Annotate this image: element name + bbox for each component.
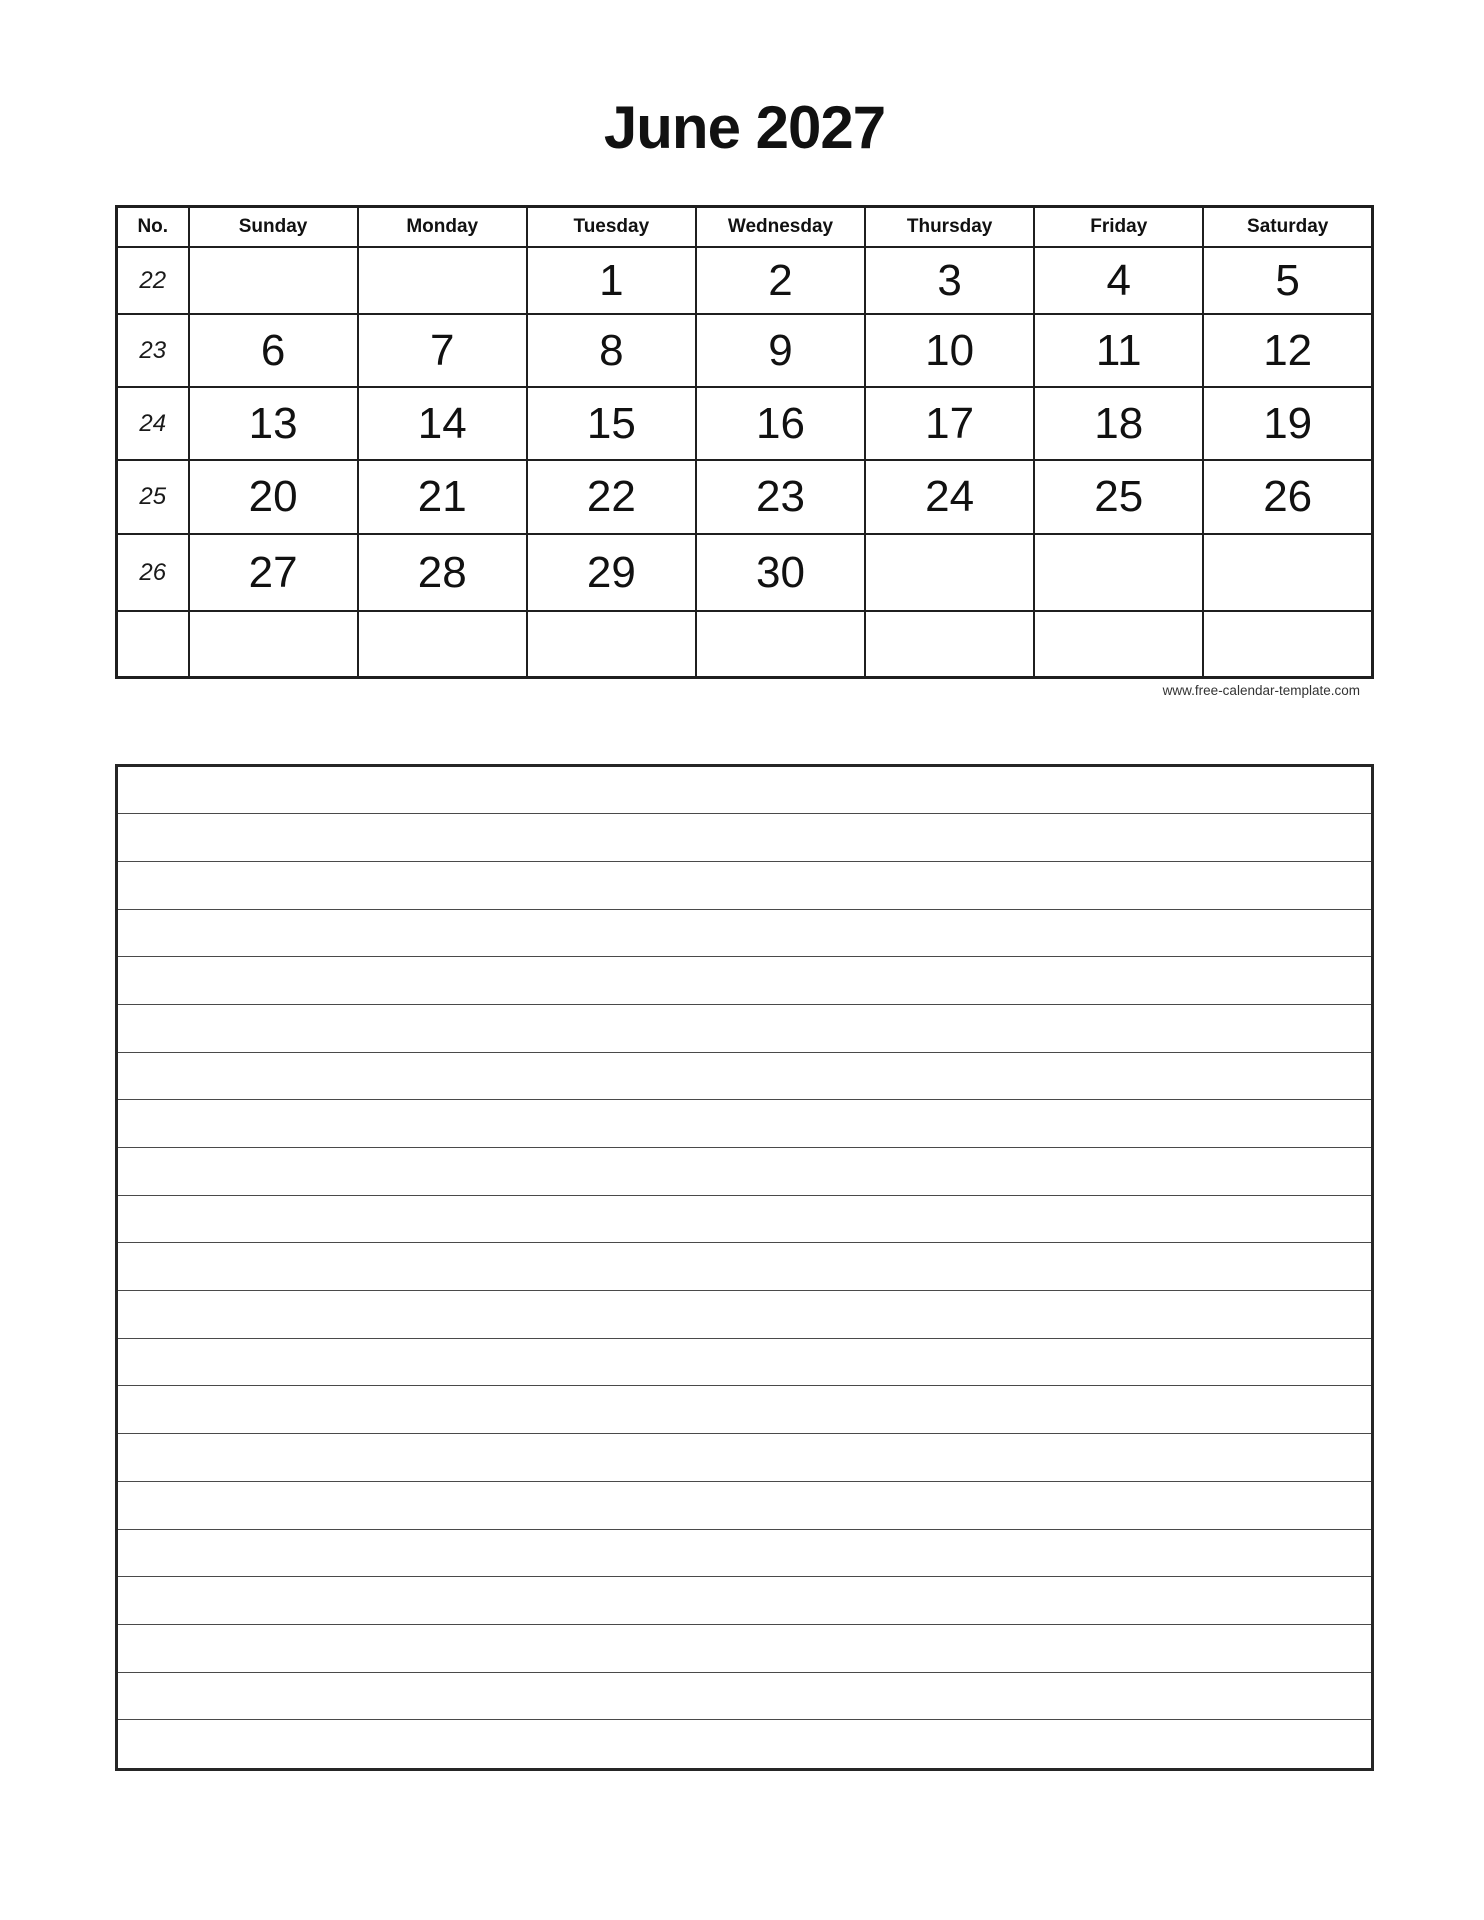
day-cell: 19 bbox=[1203, 387, 1372, 460]
day-cell bbox=[1034, 611, 1203, 677]
calendar-week-row bbox=[117, 247, 1373, 314]
day-cell bbox=[865, 611, 1034, 677]
day-cell: 12 bbox=[1203, 314, 1372, 387]
note-line bbox=[118, 1291, 1371, 1339]
page-content bbox=[115, 0, 1374, 1771]
calendar-week-row bbox=[117, 314, 1373, 387]
note-line bbox=[118, 957, 1371, 1005]
day-cell: 9 bbox=[696, 314, 865, 387]
note-line bbox=[118, 1673, 1371, 1721]
day-cell bbox=[1203, 611, 1372, 677]
day-cell: 17 bbox=[865, 387, 1034, 460]
col-header-tuesday: Tuesday bbox=[527, 207, 696, 248]
note-line bbox=[118, 1530, 1371, 1578]
note-line bbox=[118, 1243, 1371, 1291]
calendar-table bbox=[115, 205, 1374, 679]
note-line bbox=[118, 1482, 1371, 1530]
week-number: 22 bbox=[117, 247, 189, 314]
note-line bbox=[118, 1100, 1371, 1148]
day-cell: 20 bbox=[189, 460, 358, 534]
note-line bbox=[118, 1339, 1371, 1387]
col-header-saturday: Saturday bbox=[1203, 207, 1372, 248]
day-cell: 6 bbox=[189, 314, 358, 387]
day-cell: 26 bbox=[1203, 460, 1372, 534]
calendar-empty-row bbox=[117, 611, 1373, 677]
day-cell: 7 bbox=[358, 314, 527, 387]
note-line bbox=[118, 1577, 1371, 1625]
day-cell: 16 bbox=[696, 387, 865, 460]
col-header-monday: Monday bbox=[358, 207, 527, 248]
day-cell: 23 bbox=[696, 460, 865, 534]
note-line bbox=[118, 910, 1371, 958]
day-cell: 8 bbox=[527, 314, 696, 387]
calendar-week-row bbox=[117, 460, 1373, 534]
note-line bbox=[118, 1720, 1371, 1768]
day-cell: 28 bbox=[358, 534, 527, 611]
week-number: 26 bbox=[117, 534, 189, 611]
note-line bbox=[118, 1386, 1371, 1434]
day-cell: 14 bbox=[358, 387, 527, 460]
day-cell: 30 bbox=[696, 534, 865, 611]
note-line bbox=[118, 1196, 1371, 1244]
notes-area bbox=[115, 764, 1374, 1771]
col-header-wednesday: Wednesday bbox=[696, 207, 865, 248]
day-cell: 18 bbox=[1034, 387, 1203, 460]
note-line bbox=[118, 767, 1371, 815]
day-cell: 5 bbox=[1203, 247, 1372, 314]
note-line bbox=[118, 1625, 1371, 1673]
watermark-url: www.free-calendar-template.com bbox=[1162, 682, 1360, 698]
note-line bbox=[118, 1148, 1371, 1196]
note-line bbox=[118, 862, 1371, 910]
calendar-header-row bbox=[117, 207, 1373, 248]
col-header-friday: Friday bbox=[1034, 207, 1203, 248]
day-cell bbox=[696, 611, 865, 677]
note-line bbox=[118, 1434, 1371, 1482]
day-cell: 27 bbox=[189, 534, 358, 611]
week-number: 24 bbox=[117, 387, 189, 460]
note-line bbox=[118, 814, 1371, 862]
day-cell: 29 bbox=[527, 534, 696, 611]
calendar-week-row bbox=[117, 534, 1373, 611]
note-line bbox=[118, 1005, 1371, 1053]
day-cell bbox=[527, 611, 696, 677]
day-cell bbox=[189, 611, 358, 677]
day-cell bbox=[358, 247, 527, 314]
day-cell: 22 bbox=[527, 460, 696, 534]
day-cell: 11 bbox=[1034, 314, 1203, 387]
col-header-thursday: Thursday bbox=[865, 207, 1034, 248]
day-cell: 25 bbox=[1034, 460, 1203, 534]
day-cell: 3 bbox=[865, 247, 1034, 314]
day-cell: 4 bbox=[1034, 247, 1203, 314]
day-cell bbox=[189, 247, 358, 314]
calendar-week-row bbox=[117, 387, 1373, 460]
day-cell: 15 bbox=[527, 387, 696, 460]
week-number: 25 bbox=[117, 460, 189, 534]
day-cell: 13 bbox=[189, 387, 358, 460]
day-cell: 21 bbox=[358, 460, 527, 534]
col-header-sunday: Sunday bbox=[189, 207, 358, 248]
day-cell bbox=[1034, 534, 1203, 611]
day-cell bbox=[358, 611, 527, 677]
day-cell: 24 bbox=[865, 460, 1034, 534]
day-cell: 10 bbox=[865, 314, 1034, 387]
day-cell bbox=[1203, 534, 1372, 611]
week-number bbox=[117, 611, 189, 677]
col-header-no: No. bbox=[117, 207, 189, 248]
note-line bbox=[118, 1053, 1371, 1101]
day-cell: 2 bbox=[696, 247, 865, 314]
day-cell bbox=[865, 534, 1034, 611]
page-title: June 2027 bbox=[603, 94, 886, 161]
day-cell: 1 bbox=[527, 247, 696, 314]
week-number: 23 bbox=[117, 314, 189, 387]
